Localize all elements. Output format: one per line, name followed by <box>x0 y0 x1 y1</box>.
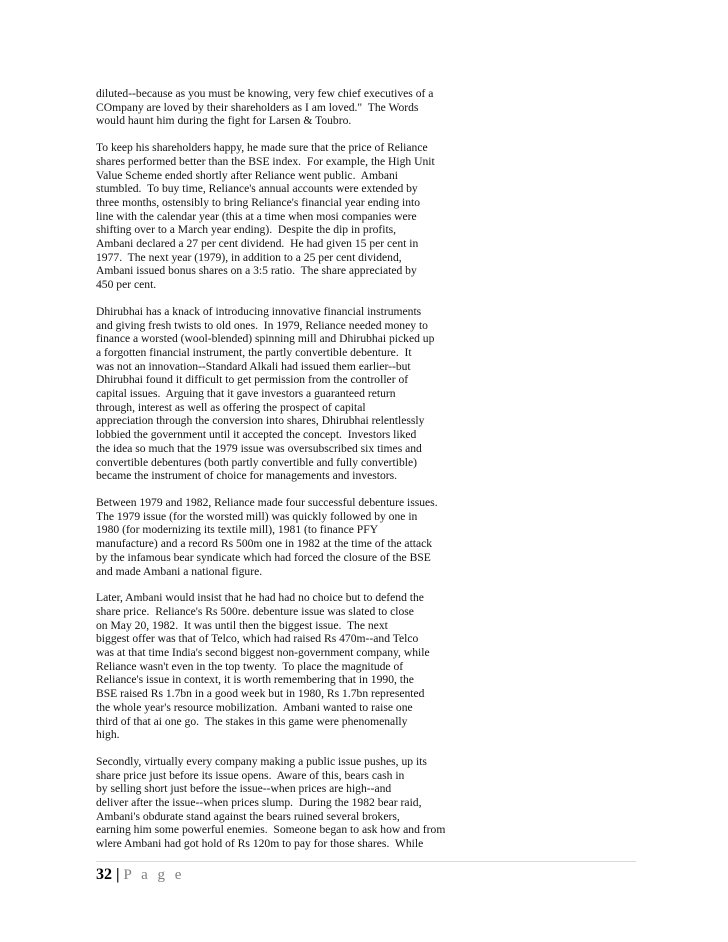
text-line: 450 per cent. <box>96 278 157 292</box>
text-line: high. <box>96 728 120 742</box>
paragraph <box>96 755 656 851</box>
footer-separator: | <box>116 866 120 883</box>
text-line: lobbied the government until it accepted the concept. Investors liked <box>96 428 417 442</box>
text-line: and made Ambani a national figure. <box>96 564 263 578</box>
text-line: Between 1979 and 1982, Reliance made four successful debenture issues. <box>96 495 438 509</box>
page-number: 32 <box>96 866 112 883</box>
text-line: manufacture) and a record Rs 500m one in 1982 at the time of the attack <box>96 537 433 551</box>
text-line: BSE raised Rs 1.7bn in a good week but in 1980, Rs 1.7bn represented <box>96 687 425 701</box>
text-line: three months, ostensibly to bring Reliance's financial year ending into <box>96 195 421 209</box>
text-line: diluted--because as you must be knowing, very few chief executives of a <box>96 87 434 100</box>
text-line: through, interest as well as offering the prospect of capital <box>96 400 366 414</box>
text-line: To keep his shareholders happy, he made sure that the price of Reliance <box>96 141 428 155</box>
text-line: Reliance's issue in context, it is worth remembering that in 1990, the <box>96 673 414 687</box>
text-line: shares performed better than the BSE index. For example, the High Unit <box>96 154 435 168</box>
text-line: the whole year's resource mobilization. Ambani wanted to raise one <box>96 700 413 714</box>
text-line: stumbled. To buy time, Reliance's annual accounts were extended by <box>96 182 418 196</box>
text-line: Later, Ambani would insist that he had had no choice but to defend the <box>96 591 424 605</box>
text-line: The 1979 issue (for the worsted mill) was quickly followed by one in <box>96 509 418 523</box>
text-line: Ambani's obdurate stand against the bears ruined several brokers, <box>96 809 400 823</box>
text-line: deliver after the issue--when prices slump. During the 1982 bear raid, <box>96 796 422 810</box>
text-line: appreciation through the conversion into shares, Dhirubhai relentlessly <box>96 414 425 428</box>
text-line: biggest offer was that of Telco, which had raised Rs 470m--and Telco <box>96 632 419 646</box>
paragraph <box>96 87 656 128</box>
paragraph <box>96 496 656 578</box>
text-line: convertible debentures (both partly convertible and fully convertible) <box>96 455 417 469</box>
text-line: finance a worsted (wool-blended) spinning mill and Dhirubhai picked up <box>96 332 435 346</box>
text-line: share price. Reliance's Rs 500re. debenture issue was slated to close <box>96 604 414 618</box>
text-line: 1977. The next year (1979), in addition to a 25 per cent dividend, <box>96 250 402 264</box>
text-line: share price just before its issue opens. Aware of this, bears cash in <box>96 768 405 782</box>
paragraph <box>96 591 656 742</box>
text-line: Value Scheme ended shortly after Reliance went public. Ambani <box>96 168 398 182</box>
text-line: Ambani issued bonus shares on a 3:5 ratio. The share appreciated by <box>96 264 417 278</box>
text-line: 1980 (for modernizing its textile mill), 1981 (to finance PFY <box>96 523 379 537</box>
text-line: and giving fresh twists to old ones. In 1979, Reliance needed money to <box>96 318 428 332</box>
text-line: earning him some powerful enemies. Someone began to ask how and from <box>96 823 446 837</box>
text-line: capital issues. Arguing that it gave investors a guaranteed return <box>96 387 396 401</box>
text-line: shifting over to a March year ending). Despite the dip in profits, <box>96 223 397 237</box>
paragraph <box>96 305 656 483</box>
text-line: on May 20, 1982. It was until then the biggest issue. The next <box>96 618 388 632</box>
text-line: Secondly, virtually every company making a public issue pushes, up its <box>96 754 427 768</box>
text-line: COmpany are loved by their shareholders as I am loved." The Words <box>96 100 419 114</box>
text-line: third of that ai one go. The stakes in this game were phenomenally <box>96 714 408 728</box>
page-footer <box>96 866 184 884</box>
text-line: line with the calendar year (this at a time when mosi companies were <box>96 209 417 223</box>
text-line: wlere Ambani had got hold of Rs 120m to pay for those shares. While <box>96 837 424 851</box>
text-line: by selling short just before the issue--when prices are high--and <box>96 782 392 796</box>
text-line: the idea so much that the 1979 issue was oversubscribed six times and <box>96 441 422 455</box>
text-line: Ambani declared a 27 per cent dividend. He had given 15 per cent in <box>96 237 419 251</box>
text-line: became the instrument of choice for managements and investors. <box>96 469 398 483</box>
text-line: was at that time India's second biggest non-government company, while <box>96 646 430 660</box>
text-line: a forgotten financial instrument, the partly convertible debenture. It <box>96 345 412 359</box>
text-line: by the infamous bear syndicate which had forced the closure of the BSE <box>96 550 431 564</box>
paragraph <box>96 141 656 292</box>
text-line: Reliance wasn't even in the top twenty. To place the magnitude of <box>96 659 404 673</box>
text-line: Dhirubhai has a knack of introducing innovative financial instruments <box>96 304 422 318</box>
footer-divider <box>96 861 636 862</box>
text-line: was not an innovation--Standard Alkali had issued them earlier--but <box>96 359 411 373</box>
page-label: P a g e <box>123 867 185 883</box>
body-text <box>96 87 656 864</box>
text-line: Dhirubhai found it difficult to get permission from the controller of <box>96 373 409 387</box>
text-line: would haunt him during the fight for Larsen & Toubro. <box>96 114 352 128</box>
